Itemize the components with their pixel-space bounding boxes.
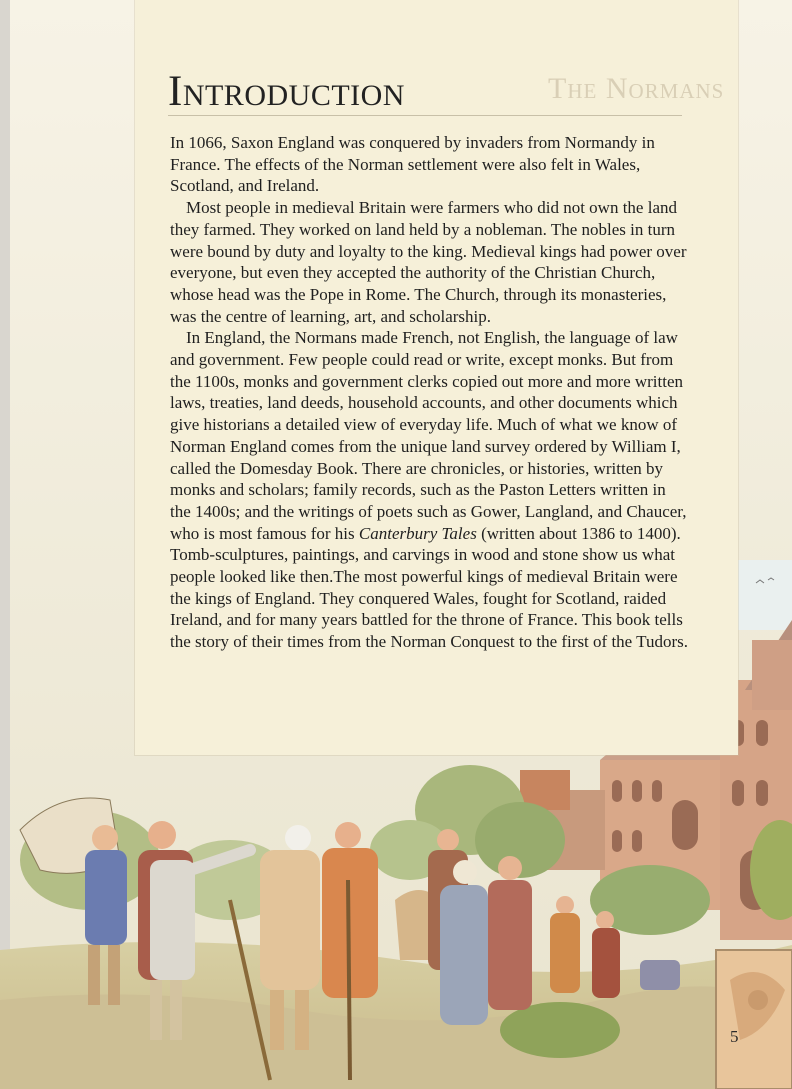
- intro-paragraph-1: In 1066, Saxon England was conquered by invaders from Normandy in France. The effects of the Norman settlement were also felt in Wales, Scotland, and Ireland.: [170, 133, 655, 196]
- page-number: 5: [730, 1027, 739, 1046]
- paragraph-3-part-1: In England, the Normans made French, not English, the language of law and government. Few people could read or write, except monks. But from the 1100s, monks and government clerks copied out more and more written laws, treaties, land deeds, household accounts, and other documents which give historians a detailed view of everyday life. Much of what we know of Norman England comes from the unique land survey ordered by William I, called the Domesday Book. There are chronicles, or histories, written by monks and scholars; family records, such as the Paston Letters written in the 1400s; and the writings of poets such as Gower, Langland, and Chaucer, who is most famous for his: [170, 328, 687, 543]
- book-title-italic: Canterbury Tales: [358, 523, 477, 543]
- corner-inset-illustration: [716, 950, 792, 1089]
- intro-paragraph-2: Most people in medieval Britain were farmers who did not own the land they farmed. They worked on land held by a nobleman. The nobles in turn were bound by duty and loyalty to the king. Medieval kings had power over everyone, but even they accepted the authority of the Christian Church, whose head was the Pope in Rome. The Church, through its monasteries, was the centre of learning, art, and scholarship.: [170, 198, 687, 326]
- ghost-heading: The Normans: [548, 72, 725, 105]
- paragraph-3-part-2: (written about 1386 to 1400). Tomb-sculptures, paintings, and carvings in wood and stone show us what people looked like then.The most powerful kings of medieval Britain were the kings of England. They conquered Wales, fought for Scotland, raided Ireland, and for many years battled for the throne of France. This book tells the story of their times from the Norman Conquest to the first of the Tudors.: [170, 523, 688, 652]
- intro-body: [170, 132, 690, 653]
- title-divider: [168, 115, 682, 116]
- page-title: Introduction: [168, 68, 405, 115]
- intro-paragraph-3: [170, 327, 690, 653]
